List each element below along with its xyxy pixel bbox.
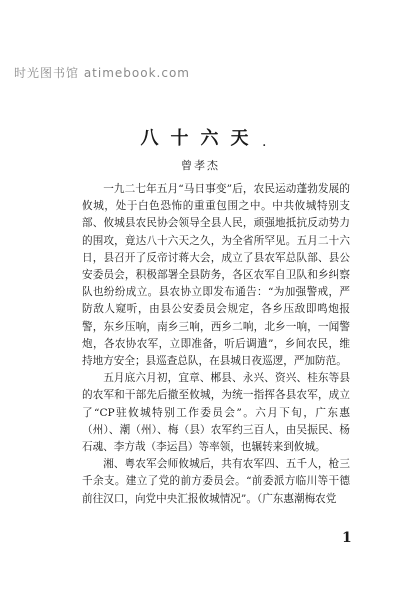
paragraph: 湘、粤农军会师攸城后，共有农军四、五千人，枪三千余支。建立了党的前方委员会。“前委派方临川等干德前往汉口，向党中央汇报攸城情况”。（广东惠潮梅农党 [82, 458, 350, 505]
watermark: 时光图书馆 atimebook.com [14, 66, 190, 80]
paragraph: 一九二七年五月“马日事变”后，农民运动蓬勃发展的攸城，处于白色恐怖的重重包围之中。中共攸城特别支部、攸城县农民协会领导全县人民，顽强地抵抗反动势力的围攻，竟达八十六天之久，为全省所罕见。五月二十六日，县召开了反帝讨蒋大会，成立了县农军总队部、县公安委员会，积极部署全县防务，各区农军自卫队和乡纠察队也纷纷成立。县农协立即发布通告：“为加强警戒，严防敌人窥听，由县公安委员会规定，各乡压敌即鸣炮报警，东乡压响，南乡三响，西乡二响，北乡一响，一闻警炮，各农协农军，立即准备，听后调遣”，乡间农民，维持地方安全；县巡查总队，在县城日夜巡逻，严加防范。 [82, 183, 350, 368]
paragraph: 五月底六月初，宜章、郴县、永兴、资兴、桂东等县的农军和干部先后撤至攸城，为统一指挥各县农军，成立了“CP驻攸城特别工作委员会”。六月下旬，广东惠（州）、潮（州）、梅（县）农军约三百人，由吴振民、杨石魂、李方哉（李运昌）等率领，也辗转来到攸城。 [82, 372, 350, 454]
body-text [82, 181, 350, 508]
title-dot: . [262, 134, 267, 150]
author: 曾孝杰 [181, 159, 220, 172]
page-title: 八十六天 [140, 128, 261, 149]
page-number: 1 [342, 530, 352, 546]
